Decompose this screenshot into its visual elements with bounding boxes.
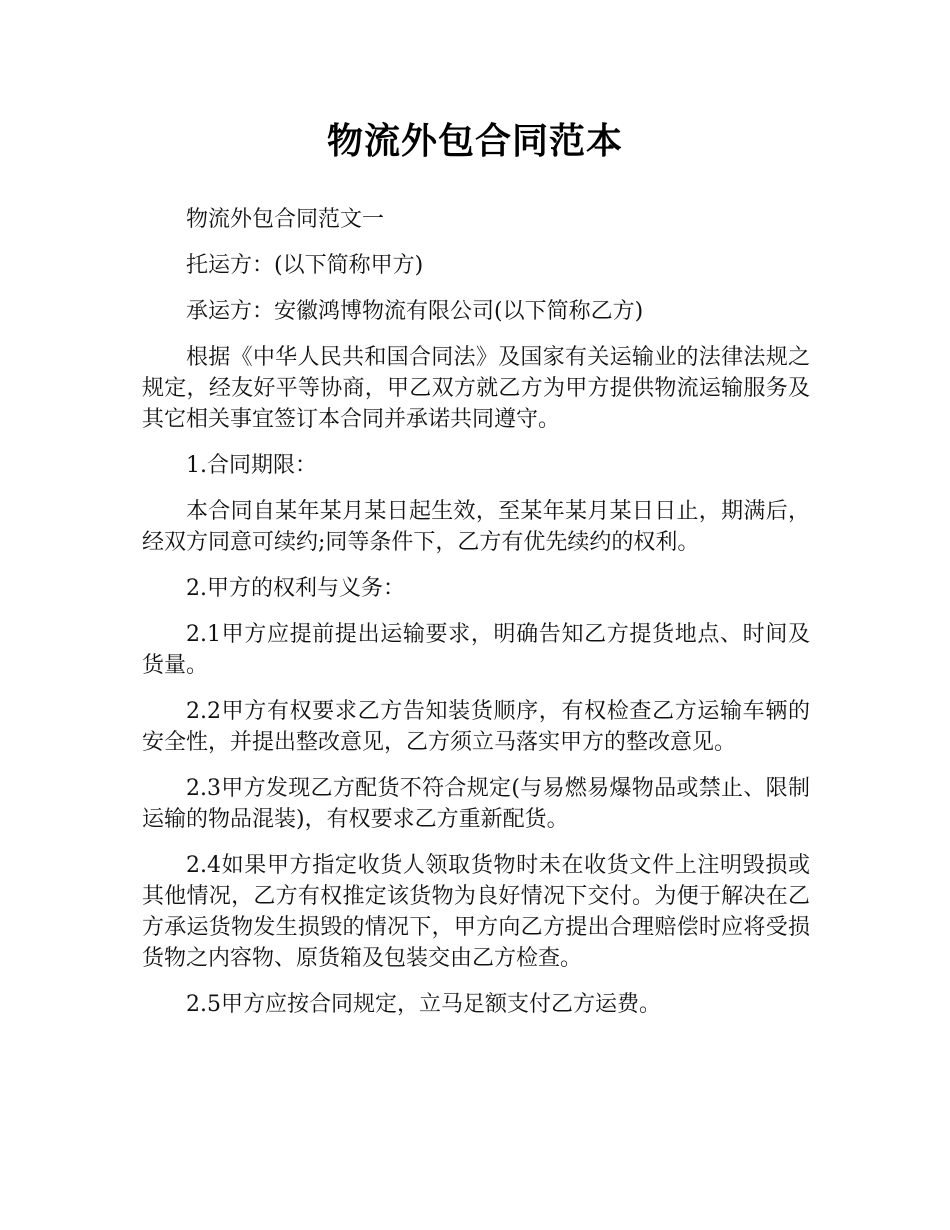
paragraph-shipper: 托运方：(以下简称甲方) [186, 253, 424, 278]
paragraph-section-1-heading: 1.合同期限： [186, 453, 317, 478]
document-body [142, 204, 810, 1035]
page-title: 物流外包合同范本 [326, 121, 623, 162]
paragraph-heading-version: 物流外包合同范文一 [186, 207, 385, 232]
paragraph-preamble: 根据《中华人民共和国合同法》及国家有关运输业的法律法规之规定，经友好平等协商，甲乙双方就乙方为甲方提供物流运输服务及其它相关事宜签订本合同并承诺共同遵守。 [142, 345, 810, 432]
paragraph-carrier: 承运方：安徽鸿博物流有限公司(以下简称乙方) [186, 299, 644, 324]
paragraph-clause-2-3: 2.3甲方发现乙方配货不符合规定(与易燃易爆物品或禁止、限制运输的物品混装)，有权要求乙方重新配货。 [142, 776, 810, 832]
paragraph-clause-2-4: 2.4如果甲方指定收货人领取货物时未在收货文件上注明毁损或其他情况，乙方有权推定该货物为良好情况下交付。为便于解决在乙方承运货物发生损毁的情况下，甲方向乙方提出合理赔偿时应将受损货物之内容物、原货箱及包装交由乙方检查。 [142, 853, 810, 971]
paragraph-clause-2-2: 2.2甲方有权要求乙方告知装货顺序，有权检查乙方运输车辆的安全性，并提出整改意见，乙方须立马落实甲方的整改意见。 [142, 699, 810, 755]
paragraph-section-2-heading: 2.甲方的权利与义务： [186, 576, 405, 601]
paragraph-clause-2-5: 2.5甲方应按合同规定，立马足额支付乙方运费。 [186, 992, 661, 1017]
paragraph-clause-2-1: 2.1甲方应提前提出运输要求，明确告知乙方提货地点、时间及货量。 [142, 622, 810, 678]
paragraph-section-1-body: 本合同自某年某月某日起生效，至某年某月某日日止，期满后，经双方同意可续约;同等条件下，乙方有优先续约的权利。 [142, 499, 810, 555]
